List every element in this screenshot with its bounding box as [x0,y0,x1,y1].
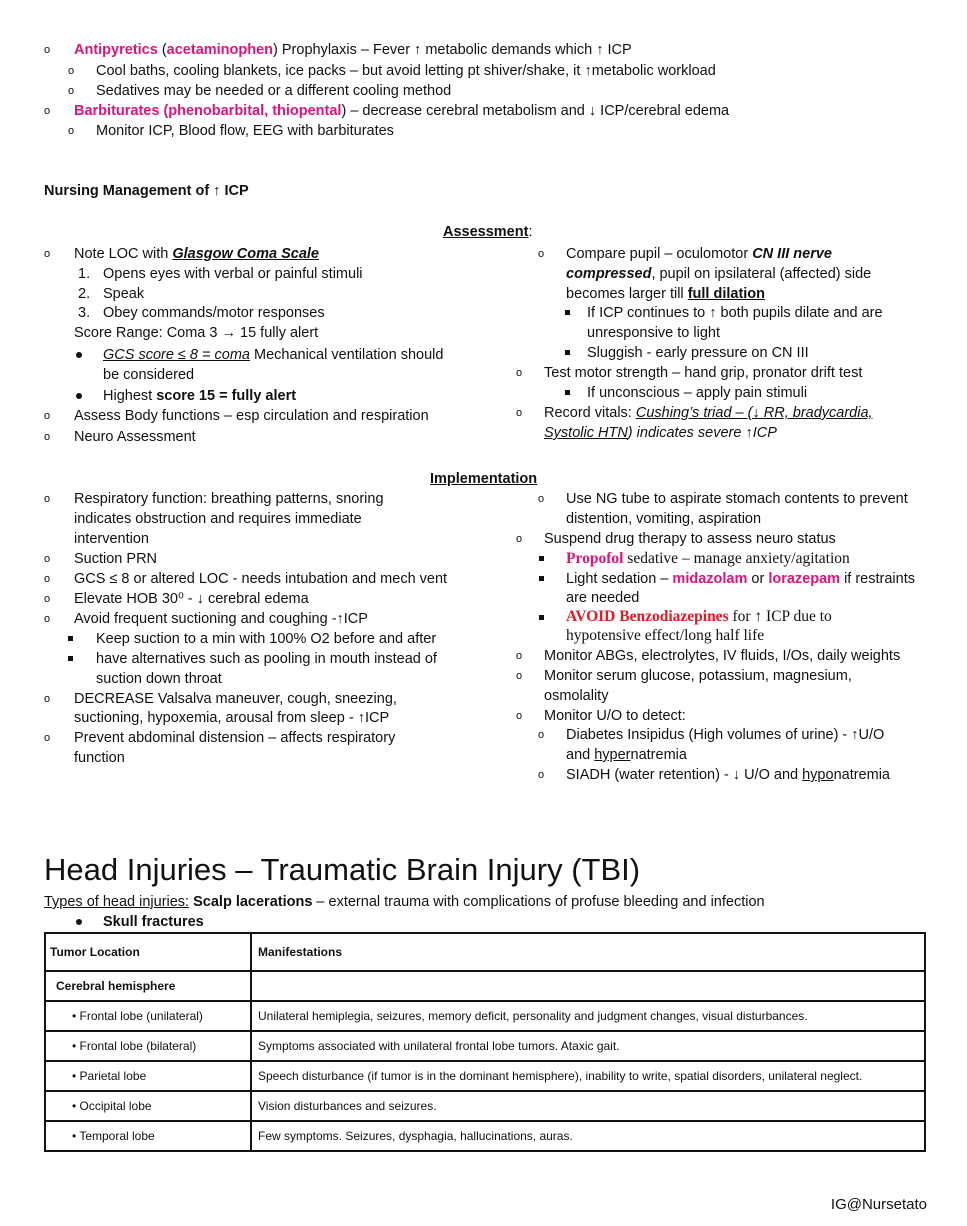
bullet-circle-icon: o [516,533,523,545]
prevent-distension-1: Prevent abdominal distension – affects respiratory [74,730,396,746]
di-and: and [566,747,595,763]
location-cell: • Frontal lobe (unilateral) [45,1001,251,1031]
antipyretics-paren: ( [157,42,167,58]
indicates-text: ) indicates severe ↑ICP [627,425,777,441]
highest-bold: score 15 = fully alert [156,388,297,404]
highest-prefix: Highest [103,388,157,404]
cushing-text: Cushing’s triad – (↓ RR, bradycardia, [635,405,873,421]
bullet-circle-icon: o [516,367,523,379]
bullet-circle-icon: o [538,769,545,781]
bullet-circle-icon: o [68,125,75,137]
barbiturates-line [74,101,729,121]
manifestation-cell: Few symptoms. Seizures, dysphagia, hallucinations, auras. [251,1121,925,1151]
compare-pupil-line [566,244,832,264]
list-number: 2. [78,286,91,302]
types-of-injuries-line [44,892,765,912]
if-unconscious-text: If unconscious – apply pain stimuli [587,385,808,401]
bullet-circle-icon: o [68,85,75,97]
cool-baths-text: Cool baths, cooling blankets, ice packs – but avoid letting pt shiver/shake, it ↑metabolic workload [96,63,716,79]
bullet-circle-icon: o [516,407,523,419]
full-dilation-text: full dilation [687,286,766,302]
bullet-square-icon [539,556,544,561]
bullet-circle-icon: o [516,650,523,662]
bullet-square-icon [539,576,544,581]
monitor-serum-1: Monitor serum glucose, potassium, magnesium, [544,668,852,684]
light-prefix: Light sedation – [566,571,673,587]
unresponsive-text: unresponsive to light [587,325,720,341]
bullet-circle-icon: o [538,493,545,505]
systolic-line [544,423,777,443]
midazolam-text: midazolam [672,571,748,587]
light-sedation-line [566,569,915,589]
bullet-circle-icon: o [44,693,51,705]
siadh-rest: natremia [833,767,890,783]
location-cell: • Frontal lobe (bilateral) [45,1031,251,1061]
bullet-square-icon [565,390,570,395]
di-rest: natremia [630,747,687,763]
head-injuries-title: Head Injuries – Traumatic Brain Injury (TBI) [44,852,641,887]
footer-credit: IG@Nursetato [830,1196,927,1213]
gcs-coma-text: GCS score ≤ 8 = coma [103,347,250,363]
respiratory-text-2: indicates obstruction and requires immediate [74,511,362,527]
scalp-rest: – external trauma with complications of profuse bleeding and infection [312,894,765,910]
alternatives-text-1: have alternatives such as pooling in mouth instead of [96,651,437,667]
table-section-row [45,971,925,1001]
decrease-valsalva-2: suctioning, hypoxemia, arousal from sleep - ↑ICP [74,710,390,726]
decrease-valsalva-1: DECREASE Valsalva maneuver, cough, sneezing, [74,691,397,707]
avoid-benzo-rest: for ↑ ICP due to [728,608,832,625]
gcs-rest2-text: be considered [103,367,195,383]
siadh-prefix: SIADH (water retention) - ↓ U/O and [566,767,803,783]
bullet-square-icon [565,310,570,315]
manifestation-cell: Vision disturbances and seizures. [251,1091,925,1121]
compressed-text: compressed [566,266,652,282]
record-prefix: Record vitals: [544,405,636,421]
bullet-square-icon [68,656,73,661]
glasgow-coma-scale: Glasgow Coma Scale [172,246,319,262]
diabetes-insipidus-1: Diabetes Insipidus (High volumes of urine) - ↑U/O [566,727,885,743]
bullet-dot-icon [76,352,82,358]
diabetes-insipidus-2 [566,745,687,765]
bullet-circle-icon: o [44,248,51,260]
barbiturates-label: Barbiturates (phenobarbital, thiopental [74,103,342,119]
section-cerebral-hemisphere: Cerebral hemisphere [45,971,251,1001]
hypotensive-text: hypotensive effect/long half life [566,627,765,644]
highest-score-line [103,386,296,406]
lorazepam-text: lorazepam [768,571,841,587]
bullet-circle-icon: o [44,732,51,744]
bullet-circle-icon: o [44,493,51,505]
assessment-heading-text: Assessment [443,224,529,240]
bullet-circle-icon: o [516,710,523,722]
bullet-dot-icon [76,919,82,925]
manifestation-cell: Symptoms associated with unilateral frontal lobe tumors. Ataxic gait. [251,1031,925,1061]
cn-iii-text: CN III nerve [752,246,832,262]
table-row [45,1031,925,1061]
ng-tube-text-1: Use NG tube to aspirate stomach contents to prevent [566,491,908,507]
antipyretics-label: Antipyretics [74,42,158,58]
keep-suction-text: Keep suction to a min with 100% O2 before and after [96,631,437,647]
antipyretics-rest: ) Prophylaxis – Fever ↑ metabolic demands which ↑ ICP [273,42,632,58]
record-vitals-line [544,403,873,423]
propofol-rest: sedative – manage anxiety/agitation [623,550,850,567]
assessment-heading [443,222,532,242]
prevent-distension-2: function [74,750,125,766]
systolic-text: Systolic HTN [544,425,628,441]
avoid-benzo-line [566,607,832,627]
assessment-colon: : [528,224,533,240]
score-range-text: Score Range: Coma 3 → 15 fully alert [74,325,319,341]
opens-eyes-text: Opens eyes with verbal or painful stimuli [103,266,363,282]
bullet-circle-icon: o [44,573,51,585]
propofol-text: Propofol [566,550,624,567]
are-needed-text: are needed [566,590,640,606]
bullet-square-icon [565,350,570,355]
hyper-text: hyper [594,747,631,763]
if-icp-text: If ICP continues to ↑ both pupils dilate and are [587,305,883,321]
obey-commands-text: Obey commands/motor responses [103,305,325,321]
bullet-circle-icon: o [68,65,75,77]
list-number: 3. [78,305,91,321]
table-row [45,1091,925,1121]
manifestation-cell: Speech disturbance (if tumor is in the dominant hemisphere), inability to write, spatial disorders, unilateral neglect. [251,1061,925,1091]
bullet-circle-icon: o [44,410,51,422]
bullet-circle-icon: o [538,729,545,741]
tumor-location-table [44,932,926,1152]
sedatives-text: Sedatives may be needed or a different cooling method [96,83,452,99]
table-row [45,1121,925,1151]
compressed-line [566,264,871,284]
manifestation-cell: Unilateral hemiplegia, seizures, memory deficit, personality and judgment changes, visual disturbances. [251,1001,925,1031]
suction-text: Suction PRN [74,551,158,567]
note-loc-prefix: Note LOC with [74,246,173,262]
monitor-uo-text: Monitor U/O to detect: [544,708,686,724]
location-cell: • Temporal lobe [45,1121,251,1151]
bullet-square-icon [539,615,544,620]
bullet-dot-icon [76,393,82,399]
header-tumor-location: Tumor Location [45,933,251,971]
bullet-circle-icon: o [538,248,545,260]
skull-fractures: Skull fractures [103,914,204,930]
light-rest: if restraints [840,571,915,587]
test-motor-text: Test motor strength – hand grip, pronator drift test [544,365,863,381]
ng-tube-text-2: distention, vomiting, aspiration [566,511,762,527]
table-row [45,1061,925,1091]
bullet-circle-icon: o [44,593,51,605]
becomes-text: becomes larger till [566,286,688,302]
header-manifestations: Manifestations [251,933,925,971]
compare-rest: , pupil on ipsilateral (affected) side [651,266,872,282]
suspend-drug-text: Suspend drug therapy to assess neuro status [544,531,836,547]
avoid-benzo-text: AVOID Benzodiazepines [566,608,729,625]
gcs-rest-text: Mechanical ventilation should [249,347,444,363]
sluggish-text: Sluggish - early pressure on CN III [587,345,809,361]
respiratory-text-3: intervention [74,531,149,547]
implementation-heading: Implementation [430,471,538,487]
types-label: Types of head injuries: [44,894,190,910]
monitor-barbiturates-text: Monitor ICP, Blood flow, EEG with barbiturates [96,123,394,139]
table-header-row [45,933,925,971]
elevate-hob-text: Elevate HOB 30⁰ - ↓ cerebral edema [74,591,309,607]
becomes-line [566,284,765,304]
respiratory-text-1: Respiratory function: breathing patterns, snoring [74,491,384,507]
empty-cell [251,971,925,1001]
location-cell: • Parietal lobe [45,1061,251,1091]
gcs-intubation-text: GCS ≤ 8 or altered LOC - needs intubation and mech vent [74,571,448,587]
assess-body-text: Assess Body functions – esp circulation and respiration [74,408,429,424]
antipyretics-line [74,40,632,60]
avoid-suctioning-text: Avoid frequent suctioning and coughing -↑ICP [74,611,368,627]
location-cell: • Occipital lobe [45,1091,251,1121]
list-number: 1. [78,266,91,282]
note-loc-line [74,244,319,264]
bullet-square-icon [68,636,73,641]
table-row [45,1001,925,1031]
hypo-text: hypo [802,767,834,783]
monitor-abgs-text: Monitor ABGs, electrolytes, IV fluids, I/Os, daily weights [544,648,901,664]
nursing-management-title: Nursing Management of ↑ ICP [44,183,249,199]
bullet-circle-icon: o [44,613,51,625]
compare-prefix: Compare pupil – oculomotor [566,246,753,262]
or-text: or [747,571,769,587]
propofol-line [566,549,850,569]
barbiturates-rest: ) – decrease cerebral metabolism and ↓ ICP/cerebral edema [341,103,730,119]
speak-text: Speak [103,286,145,302]
neuro-assessment-text: Neuro Assessment [74,429,196,445]
gcs-coma-line [103,345,443,365]
bullet-circle-icon: o [44,553,51,565]
alternatives-text-2: suction down throat [96,671,222,687]
bullet-circle-icon: o [44,431,51,443]
bullet-circle-icon: o [44,44,51,56]
bullet-circle-icon: o [44,105,51,117]
scalp-lacerations: Scalp lacerations [189,894,313,910]
siadh-line [566,765,890,785]
monitor-serum-2: osmolality [544,688,609,704]
bullet-circle-icon: o [516,670,523,682]
antipyretics-drug: acetaminophen [166,42,274,58]
